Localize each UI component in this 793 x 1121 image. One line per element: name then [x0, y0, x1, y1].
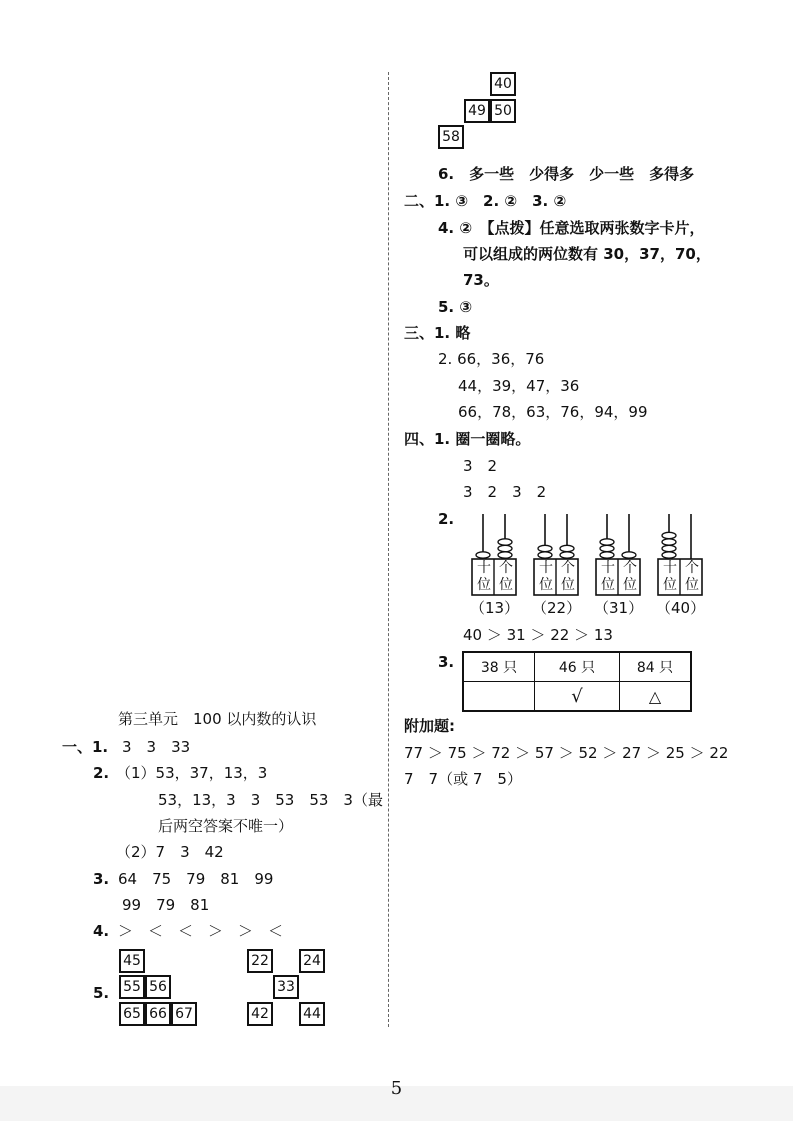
bead [498, 539, 512, 545]
abacus-ones-label: 个位 [499, 560, 513, 593]
table-cell [463, 682, 535, 712]
q5-label: 5. [93, 984, 110, 1002]
bead [498, 545, 512, 551]
abacus-caption: （31） [594, 599, 644, 617]
answer-table [462, 651, 692, 712]
grid-cell: 58 [438, 125, 464, 149]
grid-cell: 56 [145, 975, 171, 999]
bead [560, 545, 574, 551]
section-2-q4-a: 4. ② 【点拨】任意选取两张数字卡片， [438, 219, 705, 237]
abacus-tens-label: 十位 [539, 560, 553, 593]
bead [498, 552, 512, 558]
q2-line-3: 后两空答案不唯一） [158, 817, 294, 835]
abacus-ones-label: 个位 [685, 560, 699, 593]
q2-line-1: （1）53，37，13，3 [116, 764, 268, 782]
grid-cell: 65 [119, 1002, 145, 1026]
abacus-tens-label: 十位 [601, 560, 615, 593]
s1-q1-answer: 3 3 33 [122, 738, 191, 756]
q3-line-1: 64 75 79 81 99 [118, 870, 274, 888]
section-3-line-1: 三、1. 略 [404, 324, 471, 342]
abacus-tens-label: 十位 [477, 560, 491, 593]
bead [476, 552, 490, 558]
section-4-line-3: 3 2 3 2 [463, 483, 547, 501]
table-header: 38 只 [463, 652, 535, 682]
check-mark-icon: √ [535, 682, 620, 712]
q6-answer: 6. 多一些 少得多 少一些 多得多 [438, 165, 695, 183]
grid-cell: 33 [273, 975, 299, 999]
grid-cell: 40 [490, 72, 516, 96]
grid-cell: 22 [247, 949, 273, 973]
abacus-caption: （22） [532, 599, 582, 617]
q2-line-2: 53，13，3 3 53 53 3（最 [158, 791, 383, 809]
triangle-icon: △ [620, 682, 692, 712]
table-header: 46 只 [535, 652, 620, 682]
section-2-q5: 5. ③ [438, 298, 473, 316]
grid-cell: 67 [171, 1002, 197, 1026]
q4-line-1: ＞ ＜ ＜ ＞ ＞ ＜ [118, 922, 284, 940]
unit-title: 第三单元 100 以内数的认识 [118, 710, 317, 728]
section-2-q4-b: 可以组成的两位数有 30，37，70， [463, 245, 711, 263]
bead [662, 532, 676, 538]
grid-cell: 44 [299, 1002, 325, 1026]
grid-cell: 24 [299, 949, 325, 973]
q3-line-2: 99 79 81 [122, 896, 210, 914]
bead [600, 539, 614, 545]
bead [538, 545, 552, 551]
extra-title: 附加题: [404, 717, 455, 735]
bead [662, 545, 676, 551]
section-3-q2-b: 44，39，47，36 [458, 377, 580, 395]
section-2-line-1: 二、1. ③ 2. ② 3. ② [404, 192, 567, 210]
abacus-caption: （13） [470, 599, 520, 617]
grid-cell: 42 [247, 1002, 273, 1026]
table-header: 84 只 [620, 652, 692, 682]
q2-line-4: （2）7 3 42 [116, 843, 224, 861]
grid-cell: 66 [145, 1002, 171, 1026]
page-number: 5 [390, 1078, 403, 1099]
section-4-q3-label: 3. [438, 653, 455, 671]
grid-cell: 45 [119, 949, 145, 973]
section-4-line-2: 3 2 [463, 457, 498, 475]
column-divider [388, 72, 389, 1027]
bead [560, 552, 574, 558]
bead [662, 539, 676, 545]
abacus-tens-label: 十位 [663, 560, 677, 593]
bead [662, 552, 676, 558]
grid-cell: 49 [464, 99, 490, 123]
bead [600, 545, 614, 551]
abacus-ones-label: 个位 [623, 560, 637, 593]
q2-label: 2. [93, 764, 110, 782]
q4-label: 4. [93, 922, 110, 940]
grid-cell: 55 [119, 975, 145, 999]
section-1-marker: 一、1. [62, 738, 109, 756]
order-line: 40 ＞ 31 ＞ 22 ＞ 13 [463, 626, 613, 644]
section-3-q2-a: 2. 66，36，76 [438, 350, 545, 368]
section-3-q2-c: 66，78，63，76，94，99 [458, 403, 648, 421]
extra-line-1: 77 ＞ 75 ＞ 72 ＞ 57 ＞ 52 ＞ 27 ＞ 25 ＞ 22 [404, 744, 729, 762]
bead [622, 552, 636, 558]
bead [538, 552, 552, 558]
bead [600, 552, 614, 558]
grid-cell: 50 [490, 99, 516, 123]
q3-label: 3. [93, 870, 110, 888]
abacus-caption: （40） [656, 599, 706, 617]
section-4-line-1: 四、1. 圈一圈略。 [404, 430, 531, 448]
section-2-q4-c: 73。 [463, 271, 499, 289]
abacus-ones-label: 个位 [561, 560, 575, 593]
extra-line-2: 7 7（或 7 5） [404, 770, 522, 788]
section-4-q2-label: 2. [438, 510, 455, 528]
